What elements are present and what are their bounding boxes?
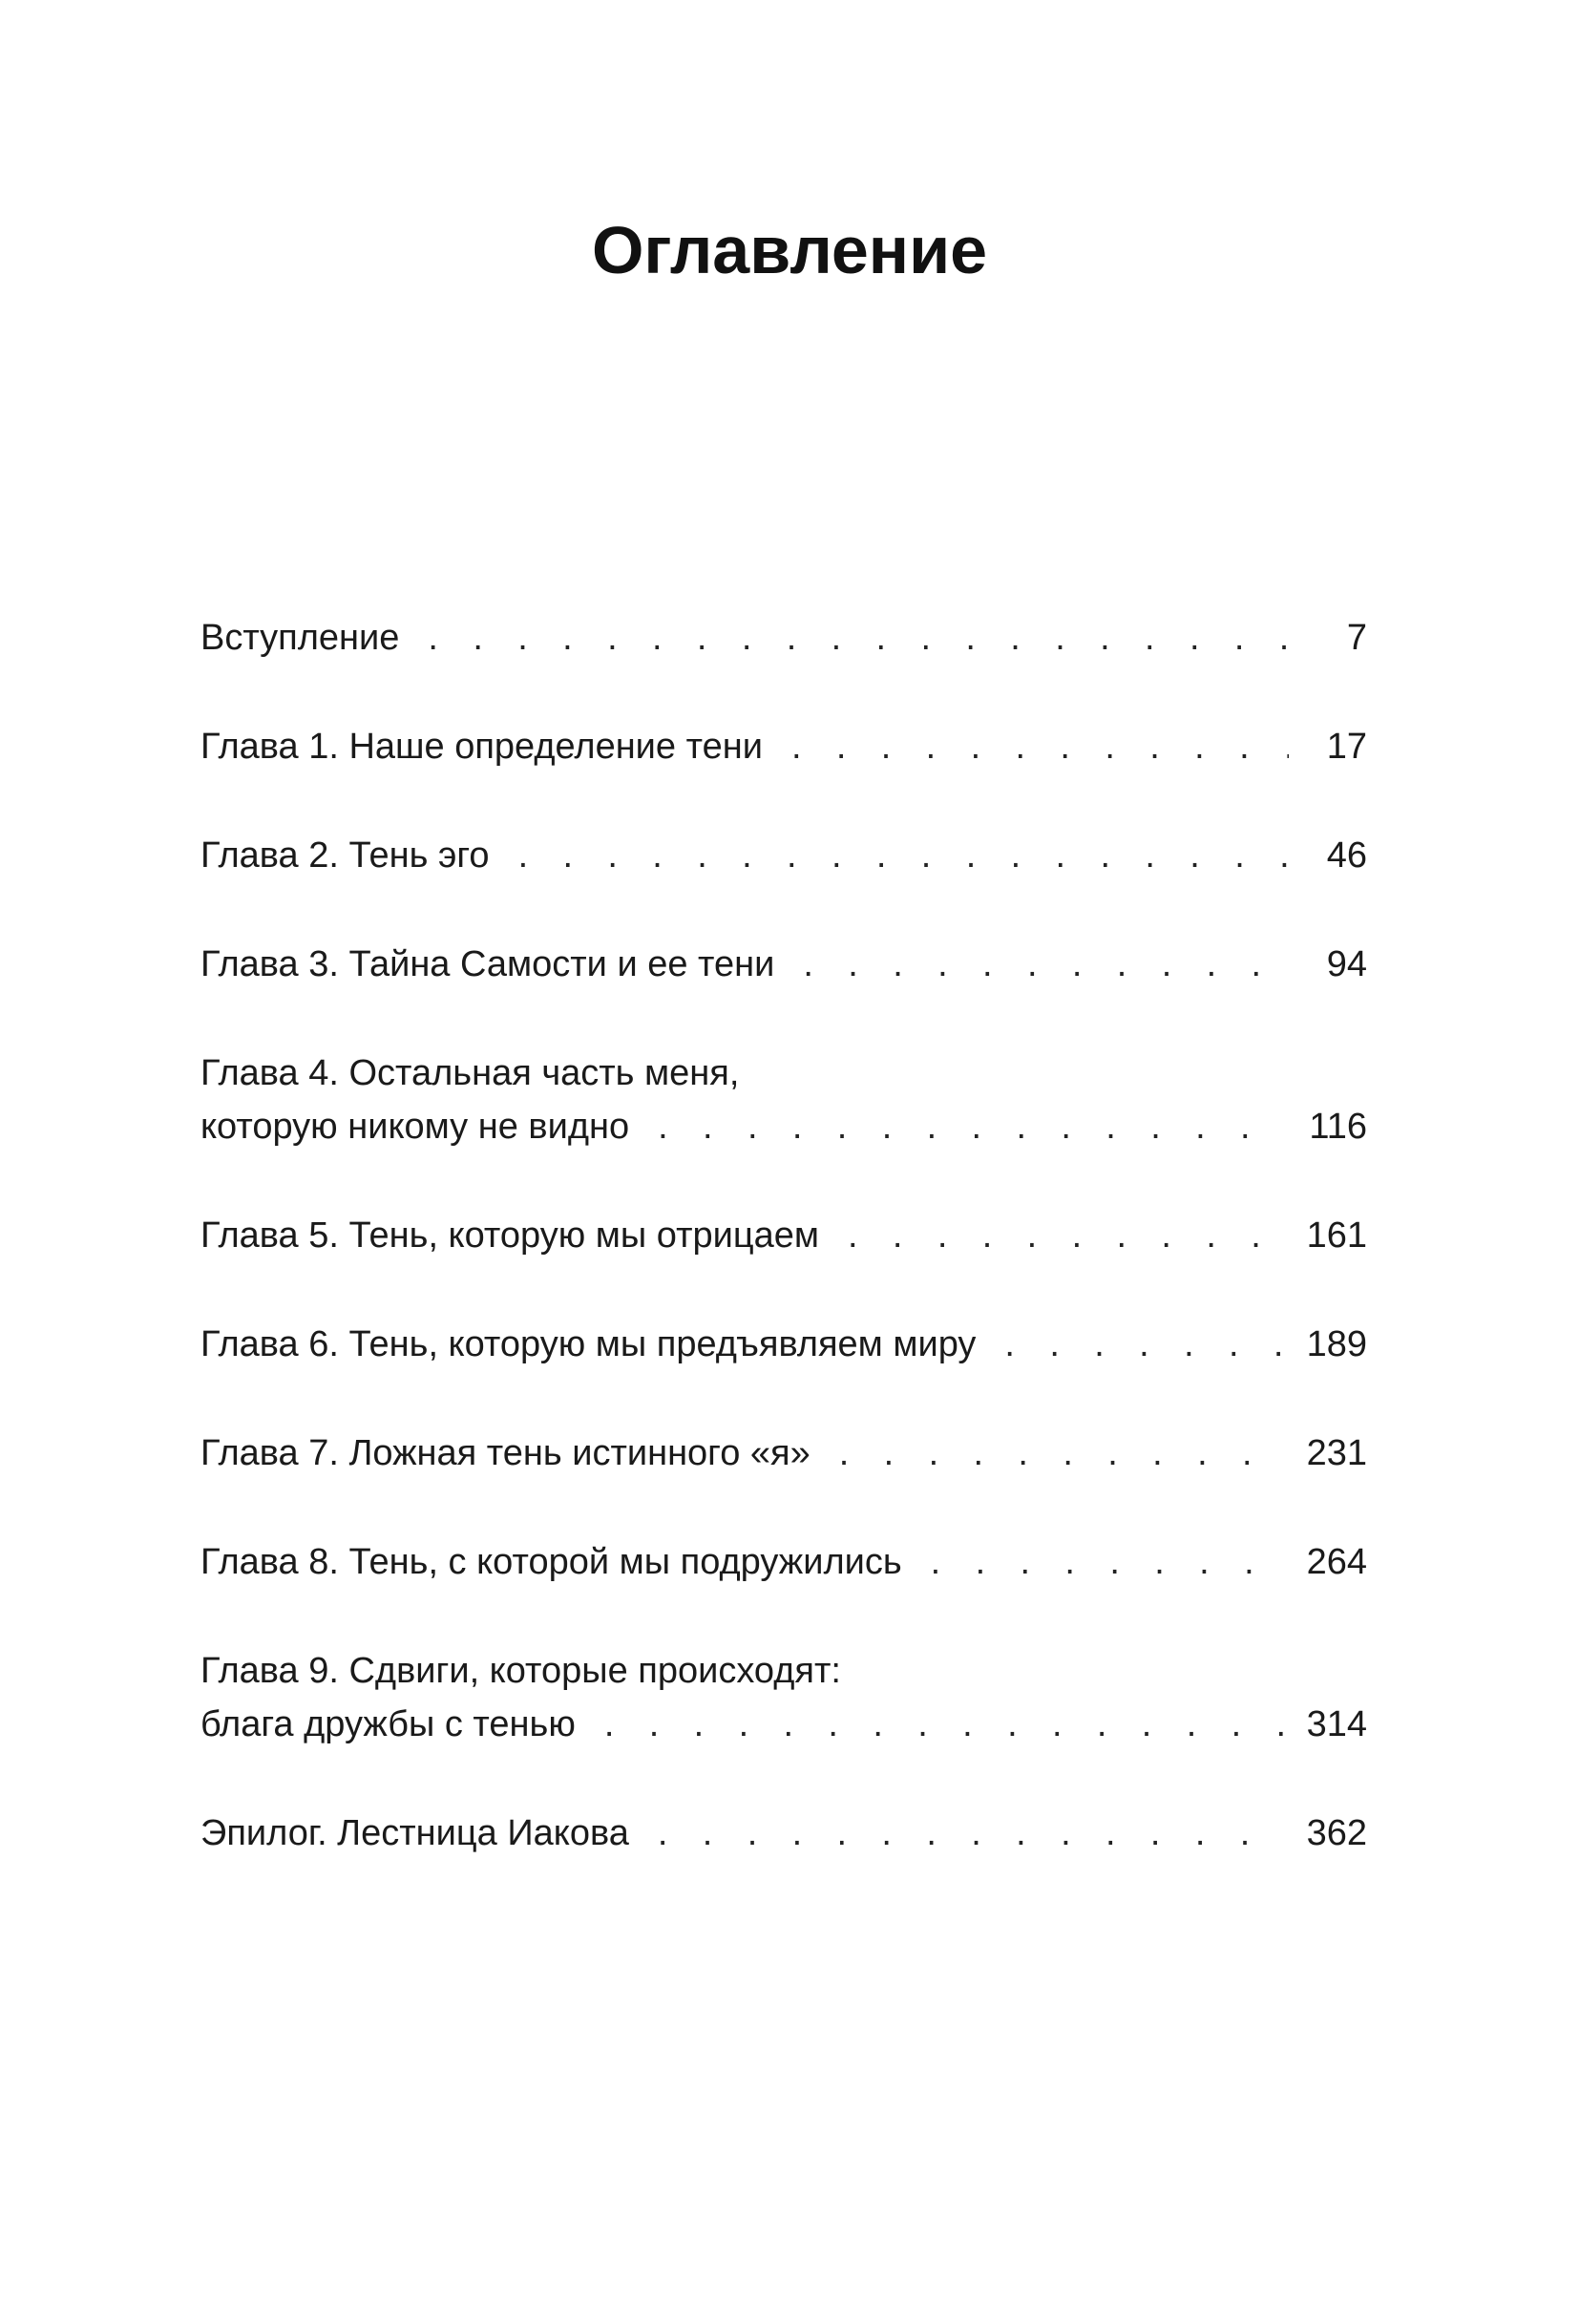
toc-entry-title: Глава 8. Тень, с которой мы подружились <box>200 1542 902 1582</box>
toc-entry-title-line-2: блага дружбы с тенью <box>200 1704 576 1744</box>
toc-entry-title: Глава 6. Тень, которую мы предъявляем миру <box>200 1324 977 1364</box>
toc-page-number: 264 <box>1306 1542 1367 1582</box>
dot-leader <box>803 938 1289 991</box>
toc-page-number: 231 <box>1306 1433 1367 1473</box>
toc-entry-introduction[interactable] <box>200 611 1367 665</box>
toc-entry-title: Глава 5. Тень, которую мы отрицаем <box>200 1215 820 1256</box>
toc-entry-chapter-5[interactable] <box>200 1209 1367 1262</box>
toc-entry-epilogue[interactable] <box>200 1806 1367 1860</box>
dot-leader <box>848 1209 1286 1262</box>
dot-leader <box>658 1806 1286 1860</box>
page-title: Оглавление <box>591 213 988 287</box>
toc-entry-title: Глава 7. Ложная тень истинного «я» <box>200 1433 811 1473</box>
toc-page-number: 94 <box>1326 944 1367 984</box>
toc-entry-chapter-4[interactable] <box>200 1046 1367 1153</box>
toc-page-number: 189 <box>1306 1324 1367 1364</box>
toc-page-number: 314 <box>1306 1704 1367 1744</box>
toc-entry-chapter-6[interactable] <box>200 1318 1367 1371</box>
toc-entry-chapter-7[interactable] <box>200 1426 1367 1480</box>
toc-entry-title: Глава 2. Тень эго <box>200 835 490 876</box>
toc-entry-chapter-1[interactable] <box>200 720 1367 773</box>
dot-leader <box>604 1698 1286 1751</box>
dot-leader <box>428 611 1289 665</box>
toc-page-number: 161 <box>1306 1215 1367 1256</box>
table-of-contents <box>200 611 1367 1915</box>
dot-leader <box>931 1535 1286 1589</box>
toc-entry-chapter-2[interactable] <box>200 829 1367 882</box>
toc-page-number: 17 <box>1326 727 1367 767</box>
toc-page-number: 46 <box>1326 835 1367 876</box>
toc-entry-title: Вступление <box>200 618 400 658</box>
toc-entry-chapter-3[interactable] <box>200 938 1367 991</box>
toc-page-number: 362 <box>1306 1813 1367 1853</box>
dot-leader <box>791 720 1289 773</box>
toc-entry-chapter-8[interactable] <box>200 1535 1367 1589</box>
toc-entry-title: Эпилог. Лестница Иакова <box>200 1813 629 1853</box>
dot-leader <box>658 1100 1288 1153</box>
toc-page-number: 116 <box>1309 1107 1367 1147</box>
toc-entry-title-line-1: Глава 4. Остальная часть меня, <box>200 1053 740 1093</box>
toc-entry-title-line-2: которую никому не видно <box>200 1107 630 1147</box>
dot-leader <box>518 829 1289 882</box>
toc-entry-title: Глава 3. Тайна Самости и ее тени <box>200 944 775 984</box>
toc-entry-title-line-1: Глава 9. Сдвиги, которые происходят: <box>200 1651 841 1691</box>
dot-leader <box>1004 1318 1285 1371</box>
dot-leader <box>839 1426 1286 1480</box>
toc-entry-title: Глава 1. Наше определение тени <box>200 727 763 767</box>
toc-page-number: 7 <box>1346 618 1367 658</box>
toc-entry-chapter-9[interactable] <box>200 1644 1367 1751</box>
